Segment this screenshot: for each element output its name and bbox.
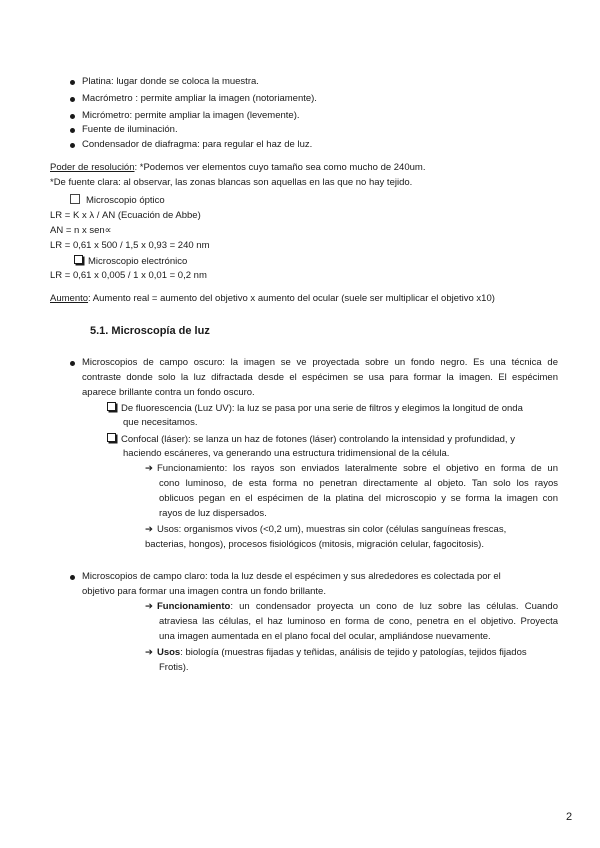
confocal-uses-text: Usos: organismos vivos (<0,2 um), muestras sin color (células sanguíneas frescas, <box>156 524 507 535</box>
dark-field-line: aparece brillante contra un fondo oscuro. <box>82 387 255 398</box>
formula-electronic-result: LR = 0,61 x 0,005 / 1 x 0,01 = 0,2 nm <box>50 270 207 281</box>
confocal-function-line: rayos de luz dispersados. <box>159 508 267 519</box>
confocal-uses-line: bacterias, hongos), procesos fisiológicos (mitosis, migración celular, fagocitosis). <box>145 539 484 550</box>
bright-function-line <box>145 601 558 613</box>
dark-field-line: Microscopios de campo oscuro: la imagen se ve proyectada sobre un fondo negro. Es una técnica de <box>82 357 558 368</box>
magnification-paragraph <box>50 293 495 305</box>
bright-function-line: una imagen aumentada en el plano focal del ocular, ampliándose nuevamente. <box>159 631 491 642</box>
bright-uses-line <box>145 647 527 659</box>
fluorescence-text: De fluorescencia (Luz UV): la luz se pasa por una serie de filtros y elegimos la longitud de onda <box>121 403 523 414</box>
bright-uses-line: Frotis). <box>159 662 189 673</box>
arrow-right-icon: ➔ <box>145 463 153 474</box>
checkbox-icon <box>70 194 80 204</box>
electronic-microscope-item <box>74 255 187 268</box>
arrow-right-icon: ➔ <box>145 524 153 535</box>
resolution-note: *De fuente clara: al observar, las zonas blancas son aquellas en las que no hay tejido. <box>50 177 413 188</box>
list-item: Condensador de diafragma: para regular el haz de luz. <box>82 139 313 150</box>
bright-uses-label: Usos <box>156 647 181 658</box>
confocal-function-line <box>145 463 558 475</box>
resolution-label: Poder de resolución <box>50 162 135 173</box>
confocal-text: Confocal (láser): se lanza un haz de fotones (láser) controlando la intensidad y profundidad, y <box>121 434 515 445</box>
checkbox-icon <box>107 402 116 411</box>
confocal-function-text: Funcionamiento: los rayos son enviados lateralmente sobre el objetivo en forma de un <box>156 463 558 474</box>
fluorescence-item <box>107 402 523 415</box>
confocal-function-line: cono luminoso, de esta forma no penetran directamente al objeto. Tan solo los rayos <box>159 478 558 489</box>
bright-function-line: atraviesa las células, el haz luminoso en forma de cono, penetra en el objetivo. Proyecta <box>159 616 558 627</box>
bright-uses-text: : biología (muestras fijadas y teñidas, análisis de tejido y patologías, tejidos fijados <box>180 647 527 658</box>
bright-function-label: Funcionamiento <box>156 601 231 612</box>
page-number: 2 <box>566 811 573 823</box>
confocal-function-line: oblicuos pegan en el espécimen de la platina del microscopio y se forma la imagen con <box>159 493 558 504</box>
checkbox-icon <box>74 255 83 264</box>
confocal-text-cont: haciendo escáneres, va generando una estructura tridimensional de la célula. <box>123 448 450 459</box>
checkbox-icon <box>107 433 116 442</box>
resolution-paragraph <box>50 162 425 174</box>
list-item: Micrómetro: permite ampliar la imagen (levemente). <box>82 110 300 121</box>
magnification-label: Aumento <box>50 293 89 304</box>
confocal-item <box>107 433 515 446</box>
formula-an: AN = n x sen∝ <box>50 225 112 236</box>
list-item: Macrómetro : permite ampliar la imagen (notoriamente). <box>82 93 317 104</box>
formula-abbe: LR = K x λ / AN (Ecuación de Abbe) <box>50 210 201 221</box>
bright-field-line: objetivo para formar una imagen contra un fondo brillante. <box>82 586 326 597</box>
list-item: Platina: lugar donde se coloca la muestra. <box>82 76 259 87</box>
arrow-right-icon: ➔ <box>145 601 153 612</box>
magnification-text: : Aumento real = aumento del objetivo x aumento del ocular (suele ser multiplicar el objetivo x10) <box>88 293 495 304</box>
bright-function-text: : un condensador proyecta un cono de luz sobre las células. Cuando <box>230 601 558 612</box>
dark-field-line: contraste donde solo la luz difractada desde el espécimen se usa para formar la imagen. El espécimen <box>82 372 558 383</box>
list-item: Fuente de iluminación. <box>82 124 178 135</box>
optical-microscope-item <box>70 194 165 207</box>
bright-field-line: Microscopios de campo claro: toda la luz desde el espécimen y sus alrededores es colectada por el <box>82 571 501 582</box>
fluorescence-text-cont: que necesitamos. <box>123 417 198 428</box>
confocal-uses-line <box>145 524 506 536</box>
electronic-label: Microscopio electrónico <box>88 256 188 267</box>
resolution-text: : *Podemos ver elementos cuyo tamaño sea como mucho de 240um. <box>134 162 426 173</box>
formula-optical-result: LR = 0,61 x 500 / 1,5 x 0,93 = 240 nm <box>50 240 210 251</box>
optical-label: Microscopio óptico <box>86 195 165 206</box>
section-title: 5.1. Microscopía de luz <box>90 325 210 337</box>
arrow-right-icon: ➔ <box>145 647 153 658</box>
